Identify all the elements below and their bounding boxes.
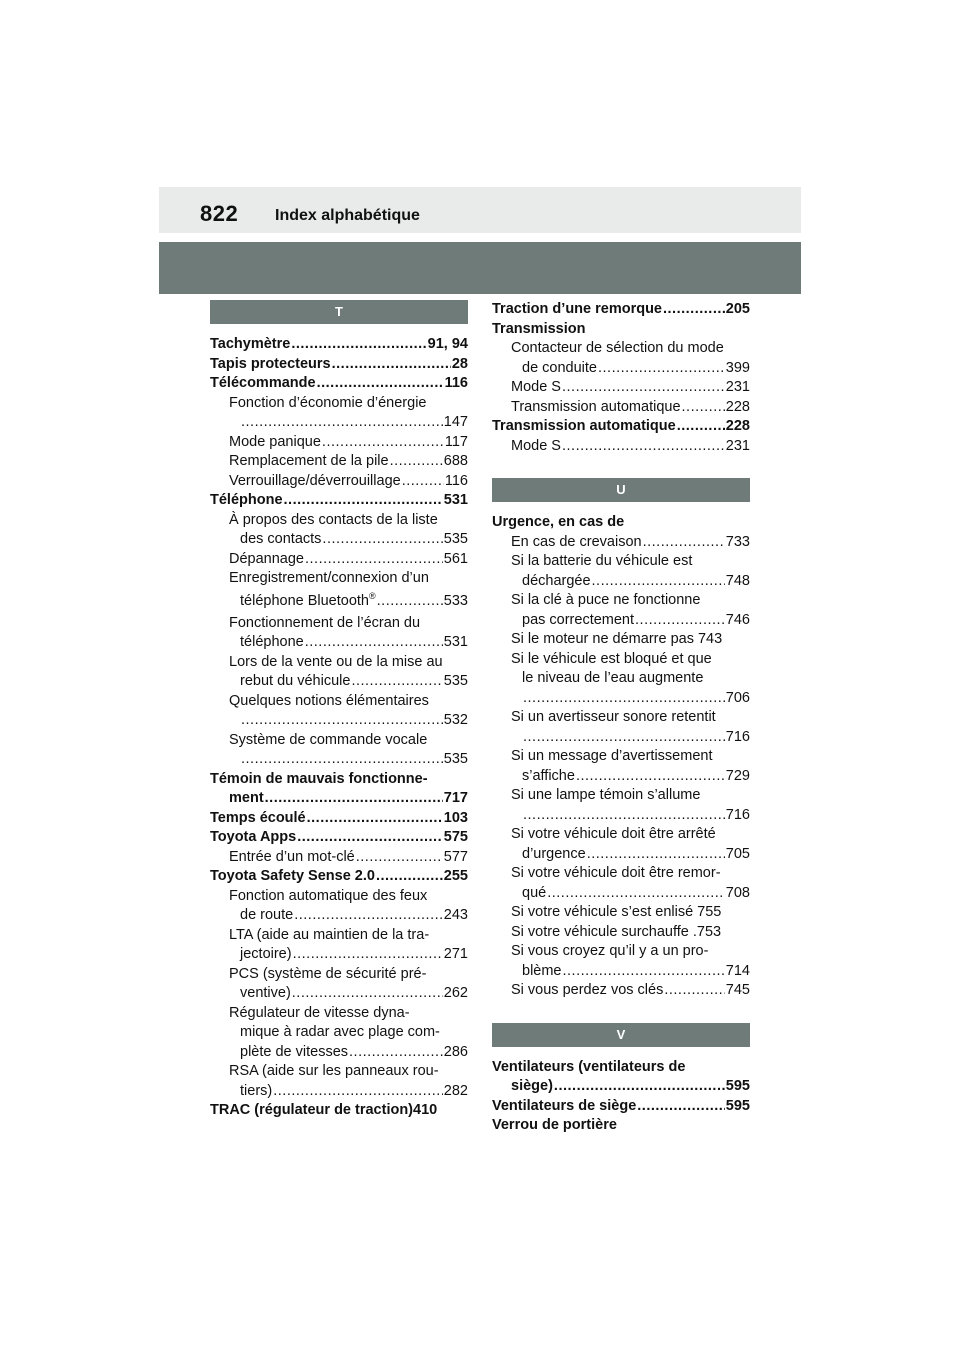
index-entry: Traction d’une remorque ..... 205 [492, 300, 750, 320]
index-subentry: ..... 532 [210, 711, 468, 731]
index-subentry: Si la clé à puce ne fonctionne [511, 592, 701, 608]
letter-heading-u: U [492, 478, 750, 502]
index-subentry: Si le véhicule est bloqué et que [511, 650, 712, 667]
index-subentry: ..... 716 [492, 728, 750, 748]
index-subentry: pas correctement ..... 746 [492, 611, 750, 631]
index-column-left [210, 300, 468, 1121]
index-subentry: PCS (système de sécurité pré- [229, 965, 427, 982]
index-entry: Téléphone ..... 531 [210, 491, 468, 511]
index-subentry: plète de vitesses ..... 286 [210, 1043, 468, 1063]
index-subentry: Si un avertisseur sonore retentit [511, 709, 716, 725]
index-entry: siège) ..... 595 [492, 1077, 750, 1097]
index-subentry: qué ..... 708 [492, 884, 750, 904]
index-subentry: Si votre véhicule doit être remor- [511, 865, 721, 881]
index-subentry: s’affiche ..... 729 [492, 767, 750, 787]
index-subentry: d’urgence ..... 705 [492, 845, 750, 865]
index-entry: Temps écoulé ..... 103 [210, 809, 468, 829]
index-subentry: mique à radar avec plage com- [240, 1024, 440, 1040]
index-subentry: Si votre véhicule doit être arrêté [511, 826, 716, 842]
index-subentry: blème ..... 714 [492, 962, 750, 982]
index-entry: Ventilateurs de siège ..... 595 [492, 1097, 750, 1117]
index-subentry: des contacts ..... 535 [210, 530, 468, 550]
index-subentry: ..... 716 [492, 806, 750, 826]
index-entry: ment ..... 717 [210, 789, 468, 809]
index-entry: Témoin de mauvais fonctionne- [210, 770, 428, 787]
index-subentry: Quelques notions élémentaires [229, 692, 429, 709]
index-subentry: Dépannage ..... 561 [210, 550, 468, 570]
index-subentry: Régulateur de vitesse dyna- [229, 1004, 410, 1021]
index-entry: TRAC (régulateur de traction)410 [210, 1102, 438, 1118]
index-subentry: ventive) ..... 262 [210, 984, 468, 1004]
index-subentry: ..... 535 [210, 750, 468, 770]
title-bar [159, 242, 801, 294]
index-subentry: Enregistrement/connexion d’un [229, 570, 429, 586]
index-entry: Transmission [492, 320, 586, 337]
letter-heading-v: V [492, 1023, 750, 1047]
index-entry: Tachymètre ..... 91, 94 [210, 335, 468, 355]
index-subentry: tiers) ..... 282 [210, 1082, 468, 1102]
index-entry: Verrou de portière [492, 1117, 617, 1133]
index-subentry: ..... 147 [210, 413, 468, 433]
index-subentry: Mode panique ..... 117 [210, 433, 468, 453]
index-subentry: Verrouillage/déverrouillage ..... 116 [210, 472, 468, 492]
page-number: 822 [200, 201, 239, 226]
index-subentry: Entrée d’un mot-clé ..... 577 [210, 848, 468, 868]
index-subentry: Si votre véhicule s’est enlisé 755 [511, 904, 722, 920]
index-entry: Transmission automatique ..... 228 [492, 417, 750, 437]
index-subentry: Si vous perdez vos clés ..... 745 [492, 981, 750, 1001]
header-band [159, 187, 801, 233]
index-subentry: RSA (aide sur les panneaux rou- [229, 1063, 439, 1079]
index-subentry: Mode S ..... 231 [492, 378, 750, 398]
index-entry: Télécommande ..... 116 [210, 374, 468, 394]
letter-heading-t: T [210, 300, 468, 324]
index-subentry: Si la batterie du véhicule est [511, 553, 693, 569]
index-subentry: déchargée ..... 748 [492, 572, 750, 592]
index-subentry: Contacteur de sélection du mode [511, 340, 724, 356]
index-subentry: rebut du véhicule ..... 535 [210, 672, 468, 692]
index-subentry: Remplacement de la pile ..... 688 [210, 452, 468, 472]
index-subentry: téléphone Bluetooth® ..... 533 [210, 589, 468, 614]
index-subentry: Fonctionnement de l’écran du [229, 614, 421, 631]
index-entry: Tapis protecteurs ..... 28 [210, 355, 468, 375]
index-subentry: le niveau de l’eau augmente [522, 670, 704, 686]
index-subentry: LTA (aide au maintien de la tra- [229, 926, 430, 943]
index-subentry: Si une lampe témoin s’allume [511, 787, 701, 803]
index-entry: Toyota Apps ..... 575 [210, 828, 468, 848]
index-subentry: Si le moteur ne démarre pas 743 [511, 631, 723, 647]
registered-mark: ® [369, 590, 376, 601]
index-subentry: Fonction automatique des feux [229, 887, 428, 904]
index-subentry: Lors de la vente ou de la mise au [229, 653, 443, 670]
index-subentry: de conduite ..... 399 [492, 359, 750, 379]
index-subentry: À propos des contacts de la liste [229, 511, 438, 528]
index-subentry: En cas de crevaison ..... 733 [492, 533, 750, 553]
index-column-right [492, 300, 750, 1136]
index-entry: Toyota Safety Sense 2.0 ..... 255 [210, 867, 468, 887]
index-subentry: de route ..... 243 [210, 906, 468, 926]
index-subentry: téléphone ..... 531 [210, 633, 468, 653]
index-subentry: Fonction d’économie d’énergie [229, 394, 427, 411]
index-subentry: Si un message d’avertissement [511, 748, 713, 764]
index-entry: Ventilateurs (ventilateurs de [492, 1058, 686, 1075]
index-subentry: Si vous croyez qu’il y a un pro- [511, 943, 709, 959]
index-subentry: Système de commande vocale [229, 731, 428, 748]
index-subentry: jectoire) ..... 271 [210, 945, 468, 965]
section-title: Index alphabétique [275, 207, 420, 224]
index-subentry: ..... 706 [492, 689, 750, 709]
index-subentry: Transmission automatique ..... 228 [492, 398, 750, 418]
index-entry: Urgence, en cas de [492, 514, 625, 530]
index-subentry: Si votre véhicule surchauffe .753 [511, 923, 722, 940]
index-subentry: Mode S ..... 231 [492, 437, 750, 457]
